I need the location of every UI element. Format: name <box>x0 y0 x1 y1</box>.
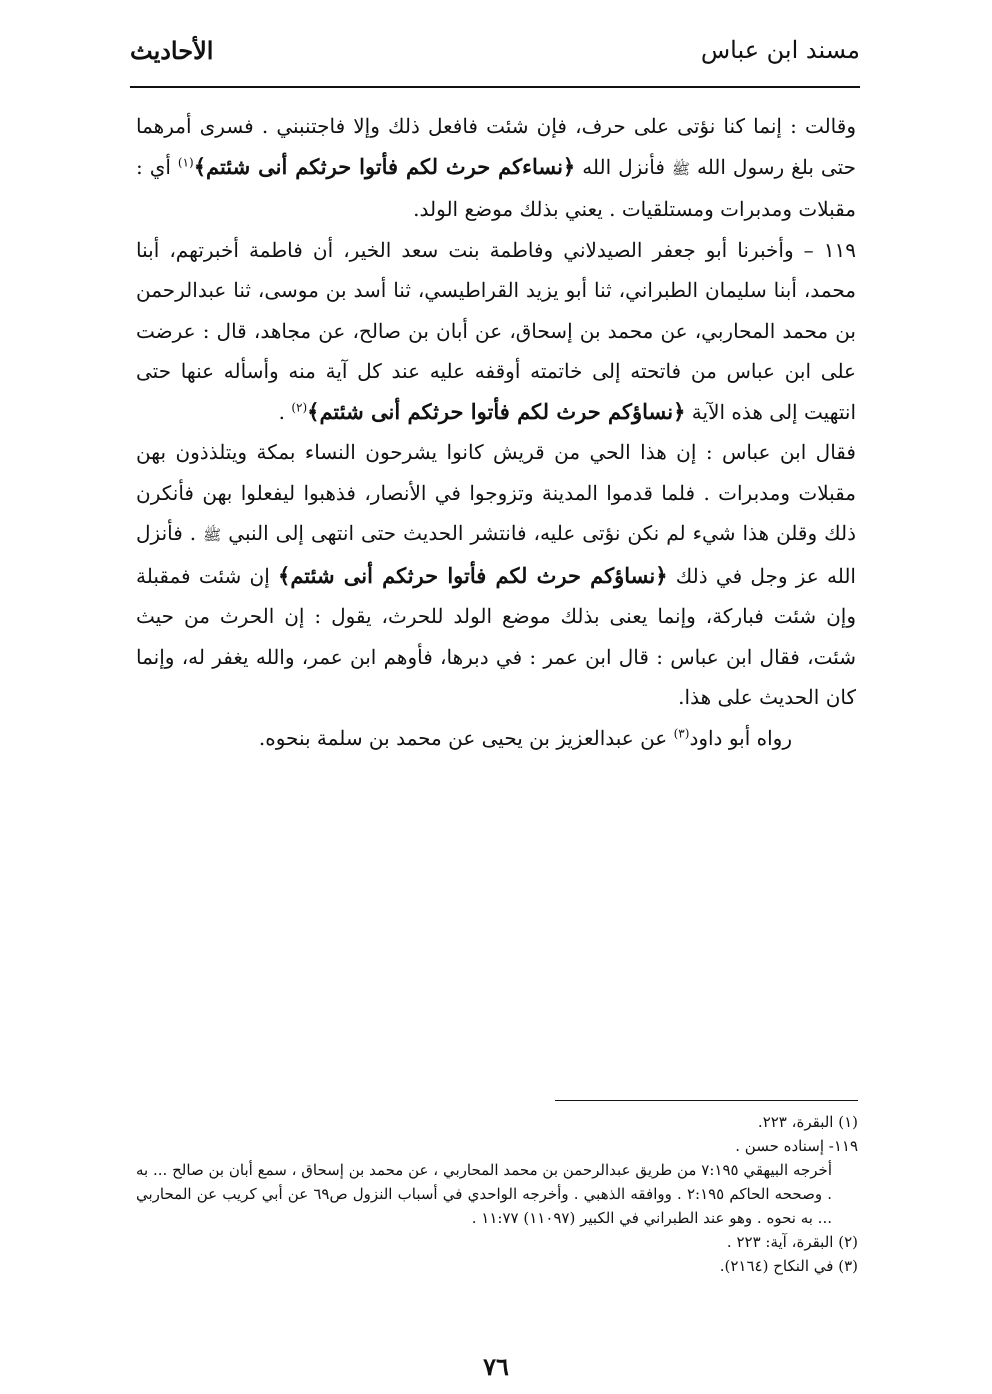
text-run: أي : مقبلات ومدبرات ومستلقيات . يعني بذلك موضع الولد. <box>136 154 856 221</box>
text-run: . فأنزل الله عز وجل في ذلك <box>136 521 856 588</box>
quran-verse: ﴿نساؤكم حرث لكم فأتوا حرثكم أنى شئتم﴾ <box>307 398 686 424</box>
paragraph-3 <box>136 432 856 718</box>
quran-verse: ﴿نساؤكم حرث لكم فأتوا حرثكم أنى شئتم﴾ <box>278 562 668 588</box>
page-number: ٧٦ <box>483 1352 509 1381</box>
text-run: . <box>278 399 292 424</box>
text-run: ١١٩ – وأخبرنا أبو جعفر الصيدلاني وفاطمة بنت سعد الخير، أن فاطمة أخبرتهم، أبنا محمد، أبنا سليمان الطبراني، ثنا أبو يزيد القراطيسي، ثنا أسد بن موسى، ثنا عبدالرحمن بن محمد المحاربي، عن محمد بن إسحاق، عن أبان بن صالح، عن مجاهد، قال : عرضت على ابن عباس من فاتحته إلى خاتمته أوقفه عليه عند كل آية منه وأسأله عنها حتى انتهيت إلى هذه الآية <box>136 237 856 424</box>
text-run: وقالت : إنما كنا نؤتى على حرف، فإن شئت فافعل ذلك وإلا فاجتنبني . فسرى أمرهما حتى بلغ رسول الله <box>136 114 856 179</box>
footnote-ref[interactable]: (١) <box>177 154 194 169</box>
header-rule <box>130 86 860 88</box>
footnote-2: (٢) البقرة، آية: ٢٢٣ . <box>726 1233 858 1251</box>
text-run: إن شئت فمقبلة وإن شئت فباركة، وإنما يعنى بذلك موضع الولد للحرث، يقول : إن الحرث من حيث شئت، فقال ابن عباس : قال ابن عمر : في دبرها، فأوهم ابن عمر، والله يغفر له، وإنما كان الحديث على هذا. <box>136 563 856 709</box>
paragraph-1 <box>136 106 856 230</box>
footnotes <box>136 1110 858 1278</box>
salawat-glyph: ﷺ <box>671 159 691 178</box>
footnote-119-body: أخرجه البيهقي ٧:١٩٥ من طريق عبدالرحمن بن محمد المحاربي ، عن محمد بن إسحاق ، سمع أبان بن صالح ... به . وصححه الحاكم ٢:١٩٥ . ووافقه الذهبي . وأخرجه الواحدي في أسباب النزول ص٦٩ عن أبي كريب عن المحاربي ... به نحوه . وهو عند الطبراني في الكبير (١١٠٩٧) ١١:٧٧ . <box>136 1161 833 1227</box>
running-header <box>130 30 860 76</box>
footnote-1: (١) البقرة، ٢٢٣. <box>757 1113 858 1131</box>
main-text <box>136 106 856 758</box>
footnote-ref[interactable]: (٢) <box>291 399 308 414</box>
footnote-ref[interactable]: (٣) <box>673 725 690 740</box>
footnote-3: (٣) في النكاح (٢١٦٤). <box>719 1257 858 1275</box>
footnote-119-head: ١١٩- إسناده حسن . <box>735 1137 858 1155</box>
quran-verse: ﴿نساءكم حرث لكم فأتوا حرثكم أنى شئتم﴾ <box>193 153 576 179</box>
narration-note <box>136 718 856 759</box>
text-run: فقال ابن عباس : إن هذا الحي من قريش كانوا يشرحون النساء بمكة ويتلذذون بهن مقبلات ومدبرات . فلما قدموا المدينة وتزوجوا في الأنصار، فذهبوا ليفعلوا بهن فأنكرن ذلك وقلن هذا شيء لم نكن نؤتى عليه، فانتشر الحديث حتى انتهى إلى النبي <box>136 440 856 545</box>
salawat-glyph: ﷺ <box>203 526 222 544</box>
book-title: مسند ابن عباس <box>700 36 860 64</box>
text-run: فأنزل الله <box>575 154 672 179</box>
text-run: عن عبدالعزيز بن يحيى عن محمد بن سلمة بنحوه. <box>258 725 674 750</box>
hadith-119 <box>136 230 856 433</box>
text-run: رواه أبو داود <box>689 725 792 750</box>
footnote-rule <box>555 1100 858 1101</box>
section-title: الأحاديث <box>130 36 214 65</box>
